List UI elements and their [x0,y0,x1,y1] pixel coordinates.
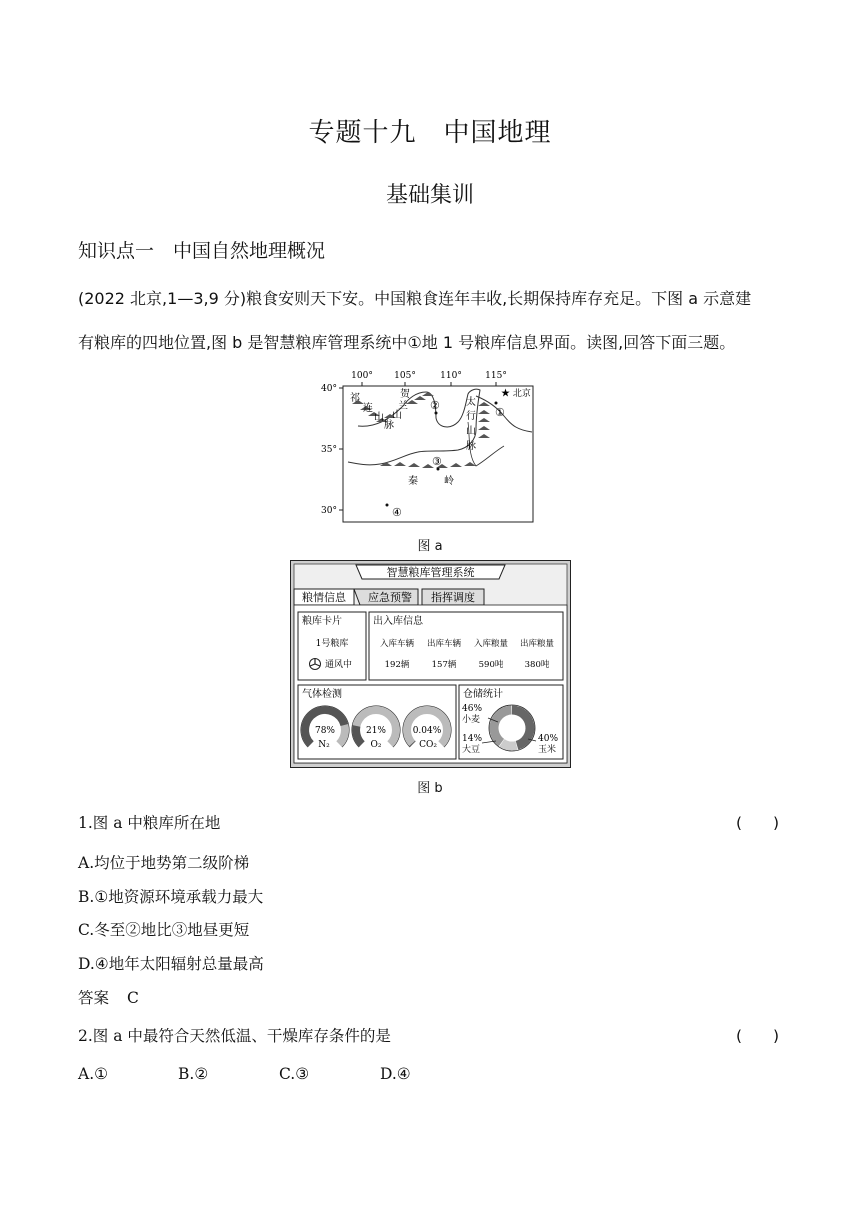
figure-a-map [318,366,540,528]
card-title: 粮库卡片 [302,616,342,627]
option: B.② [178,1065,209,1083]
question-2-stem: 2.图 a 中最符合天然低温、干燥库存条件的是 [78,1027,391,1045]
gauge-fill [412,743,413,744]
io-header: 入库车辆 [379,639,415,649]
site-dot [495,402,498,405]
lon-label: 105° [394,371,416,381]
tab-label: 指挥调度 [431,591,475,604]
page-title: 专题十九 中国地理 [308,118,552,148]
io-value: 380吨 [524,660,550,670]
question-1-stem: 1.图 a 中粮库所在地 [78,814,221,832]
figure-a-caption: 图 a [417,539,443,554]
mountain-char: 兰 [398,401,408,412]
answer-line [78,986,139,1008]
gas-pct: 78% [314,726,336,736]
answer-blank: ( ) [736,1027,780,1045]
figure-b-system [290,560,571,768]
gas-label: N₂ [318,740,330,750]
answer-label: 答案 [78,989,110,1007]
io-header: 入库粮量 [473,639,509,649]
lon-label: 110° [440,371,462,381]
card-status: 通风中 [325,660,353,670]
mountain-char: 山 [466,426,476,437]
capital-label: ★ 北京 [501,389,531,399]
lat-label: 35° [321,445,337,455]
gas-label: O₂ [370,740,382,750]
lat-label: 40° [321,384,337,394]
site-label-3: ③ [432,455,442,468]
tab-label: 粮情信息 [302,591,346,604]
io-value: 192辆 [384,660,410,670]
tab-label: 应急预警 [368,591,412,604]
section-heading: 知识点一 中国自然地理概况 [78,240,326,262]
site-label-4: ④ [392,506,402,519]
io-header: 出库粮量 [519,639,555,649]
system-header: 智慧粮库管理系统 [386,566,475,579]
io-value: 590吨 [478,660,504,670]
io-title: 出入库信息 [373,616,423,627]
option: A.① [78,1065,109,1083]
option: B.①地资源环境承载力最大 [78,888,264,906]
card-name: 1号粮库 [315,639,349,649]
mountain-char: 岭 [444,476,454,487]
intro-line-1: (2022 北京,1—3,9 分)粮食安则天下安。中国粮食连年丰收,长期保持库存充足。下图 a 示意建 [78,289,752,308]
lon-label: 115° [485,371,507,381]
storage-title: 仓储统计 [463,689,503,700]
mountain-char: 连 [363,403,373,414]
mountain-char: 贺 [400,389,410,400]
answer-value: C [127,989,139,1007]
mountain-char: 秦 [408,476,418,487]
io-header: 出库车辆 [426,639,462,649]
gas-title: 气体检测 [302,689,342,700]
storage-pct: 14% [462,734,483,744]
storage-pct: 40% [538,734,559,744]
gas-pct: 0.04% [412,726,442,736]
mountain-char: 脉 [384,420,394,431]
io-value: 157辆 [431,660,457,670]
storage-label: 大豆 [462,745,481,755]
lon-label: 100° [351,371,373,381]
page-subtitle: 基础集训 [385,183,474,208]
site-label-2: ② [430,399,440,412]
site-label-1: ① [495,406,505,419]
mountain-char: 脉 [466,441,476,452]
option: C.冬至②地比③地昼更短 [78,921,250,939]
gas-label: CO₂ [419,740,437,750]
storage-label: 玉米 [538,745,557,755]
option: D.④地年太阳辐射总量最高 [78,955,264,973]
figure-b-caption: 图 b [417,781,443,796]
intro-line-2: 有粮库的四地位置,图 b 是智慧粮库管理系统中①地 1 号粮库信息界面。读图,回答下面三题。 [78,333,736,352]
mountain-char: 太 [466,397,476,408]
gas-pct: 21% [365,726,387,736]
lat-label: 30° [321,506,337,516]
mountain-char: 山 [374,412,384,423]
site-dot [386,504,389,507]
option: A.均位于地势第二级阶梯 [78,854,250,872]
answer-blank: ( ) [736,814,780,832]
storage-pct: 46% [462,704,483,714]
storage-label: 小麦 [462,715,481,725]
option: C.③ [279,1065,310,1083]
ring-segment [502,743,517,746]
option: D.④ [380,1065,411,1083]
mountain-char: 祁 [350,393,360,404]
mountain-char: 山 [392,410,402,421]
mountain-char: 行 [466,411,476,422]
